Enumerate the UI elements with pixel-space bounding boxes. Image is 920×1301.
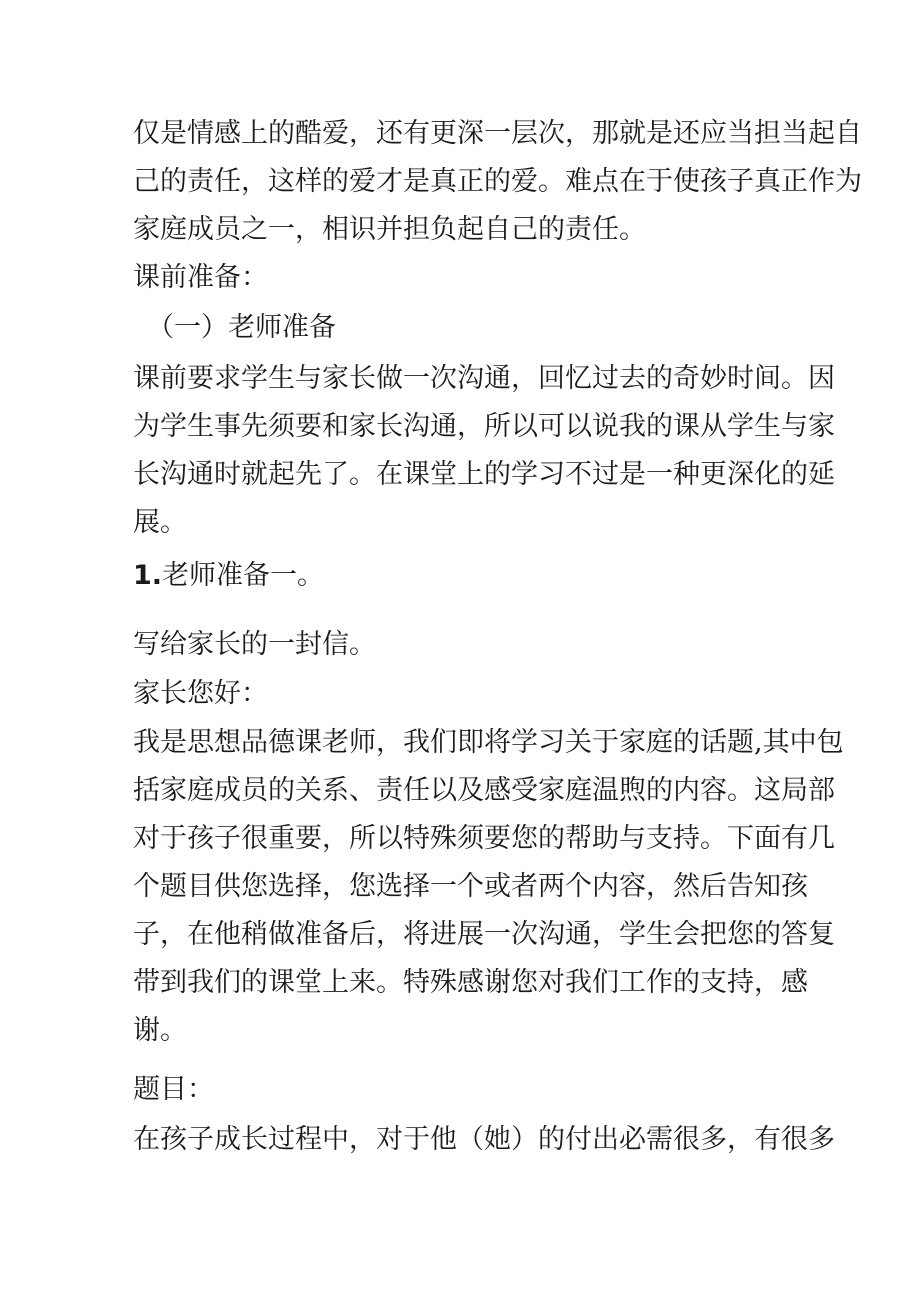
paragraph-3-line-2: 括家庭成员的关系、责任以及感受家庭温煦的内容。这局部 [133, 775, 835, 806]
paragraph-3-line-7: 谢。 [133, 1015, 187, 1046]
paragraph-3-line-1: 我是思想品德课老师，我们即将学习关于家庭的话题,其中包 [133, 727, 844, 758]
heading-prep: 课前准备： [133, 262, 268, 293]
topic-label: 题目： [133, 1074, 214, 1105]
list-item-1 [133, 554, 324, 598]
paragraph-3-line-4: 个题目供您选择，您选择一个或者两个内容，然后告知孩 [133, 871, 808, 902]
paragraph-2-line-4: 展。 [133, 507, 187, 538]
paragraph-1-line-3: 家庭成员之一，相识并担负起自己的责任。 [133, 214, 646, 245]
paragraph-4-line-1: 在孩子成长过程中，对于他（她）的付出必需很多，有很多 [133, 1124, 835, 1155]
paragraph-2-line-3: 长沟通时就起先了。在课堂上的学习不过是一种更深化的延 [133, 459, 835, 490]
paragraph-3-line-3: 对于孩子很重要，所以特殊须要您的帮助与支持。下面有几 [133, 823, 835, 854]
paragraph-2-line-1: 课前要求学生与家长做一次沟通，回忆过去的奇妙时间。因 [133, 363, 835, 394]
subheading-teacher-prep: （一）老师准备 [147, 312, 336, 343]
paragraph-3-line-6: 带到我们的课堂上来。特殊感谢您对我们工作的支持，感 [133, 967, 808, 998]
paragraph-3-line-5: 子，在他稍做准备后，将进展一次沟通，学生会把您的答复 [133, 919, 835, 950]
paragraph-1-line-2: 己的责任，这样的爱才是真正的爱。难点在于使孩子真正作为 [133, 166, 862, 197]
list-item-1-text: 老师准备一。 [162, 560, 325, 591]
paragraph-1-line-1: 仅是情感上的酷爱，还有更深一层次，那就是还应当担当起自 [133, 118, 862, 149]
letter-title: 写给家长的一封信。 [133, 629, 376, 660]
salutation: 家长您好： [133, 678, 268, 709]
paragraph-2-line-2: 为学生事先须要和家长沟通，所以可以说我的课从学生与家 [133, 411, 835, 442]
list-item-1-number: 1. [133, 560, 163, 591]
